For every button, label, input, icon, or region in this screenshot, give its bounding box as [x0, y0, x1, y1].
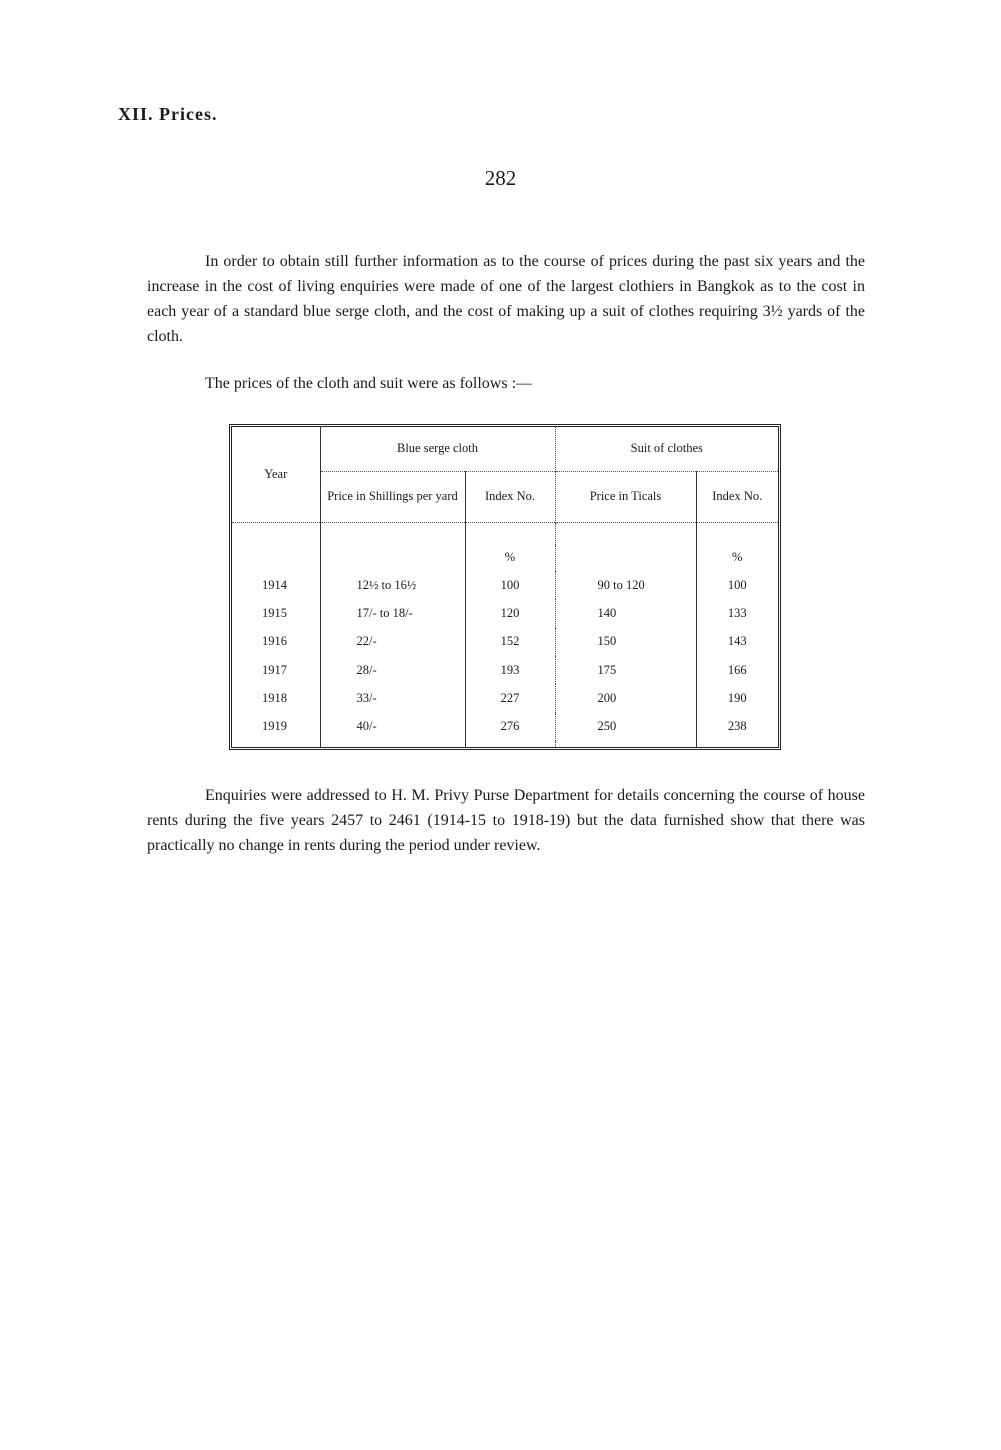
cloth-price-cell: 22/- [320, 628, 465, 656]
blue-serge-cloth-header: Blue serge cloth [320, 427, 555, 471]
prices-table [229, 424, 781, 750]
cloth-index-cell: 276 [465, 713, 555, 741]
suit-price-cell: 150 [555, 628, 696, 656]
cloth-index-cell: 100 [465, 571, 555, 599]
cloth-index-header: Index No. [465, 471, 555, 522]
lead-in-paragraph: The prices of the cloth and suit were as follows :— [205, 375, 533, 392]
closing-paragraph [147, 783, 865, 858]
suit-price-cell: 140 [555, 599, 696, 627]
suit-index-cell: 166 [696, 656, 778, 684]
year-column-header: Year [232, 427, 320, 522]
table-row [232, 571, 778, 599]
table-row [232, 684, 778, 712]
cloth-price-cell: 12½ to 16½ [320, 571, 465, 599]
cloth-price-header: Price in Shillings per yard [320, 471, 465, 522]
suit-index-unit: % [696, 545, 778, 571]
table-row [232, 713, 778, 741]
suit-index-cell: 143 [696, 628, 778, 656]
suit-index-header: Index No. [696, 471, 778, 522]
cloth-index-cell: 152 [465, 628, 555, 656]
section-title: XII. Prices. [118, 104, 218, 124]
table-row [232, 628, 778, 656]
cloth-index-cell: 227 [465, 684, 555, 712]
cloth-price-cell: 33/- [320, 684, 465, 712]
suit-index-cell: 133 [696, 599, 778, 627]
year-cell: 1914 [262, 577, 287, 592]
suit-of-clothes-header: Suit of clothes [555, 427, 778, 471]
suit-price-header: Price in Ticals [555, 471, 696, 522]
page-number: 282 [484, 166, 517, 190]
suit-price-cell: 200 [555, 684, 696, 712]
intro-paragraph-text: In order to obtain still further information as to the course of prices during the past six years and the increase in the cost of living enquiries were made of one of the largest clothiers in Bangkok as to the cost in each year of a standard blue serge cloth, and the cost of making up a suit of clothes requiring 3½ yards of the cloth. [147, 253, 865, 345]
year-cell: 1917 [262, 662, 287, 677]
cloth-index-unit: % [465, 545, 555, 571]
intro-paragraph [147, 249, 865, 349]
year-cell: 1915 [262, 605, 287, 620]
cloth-price-cell: 17/- to 18/- [320, 599, 465, 627]
year-cell: 1919 [262, 719, 287, 734]
suit-price-cell: 175 [555, 656, 696, 684]
prices-table-grid [232, 427, 778, 747]
suit-price-cell: 90 to 120 [555, 571, 696, 599]
suit-index-cell: 190 [696, 684, 778, 712]
year-cell: 1916 [262, 634, 287, 649]
cloth-index-cell: 120 [465, 599, 555, 627]
table-row [232, 656, 778, 684]
cloth-index-cell: 193 [465, 656, 555, 684]
closing-paragraph-text: Enquiries were addressed to H. M. Privy Purse Department for details concerning the course of house rents during the five years 2457 to 2461 (1914-15 to 1918-19) but the data furnished show that there was practically no change in rents during the period under review. [147, 787, 865, 854]
table-row [232, 599, 778, 627]
cloth-price-cell: 28/- [320, 656, 465, 684]
suit-index-cell: 238 [696, 713, 778, 741]
cloth-price-cell: 40/- [320, 713, 465, 741]
year-cell: 1918 [262, 690, 287, 705]
suit-index-cell: 100 [696, 571, 778, 599]
suit-price-cell: 250 [555, 713, 696, 741]
